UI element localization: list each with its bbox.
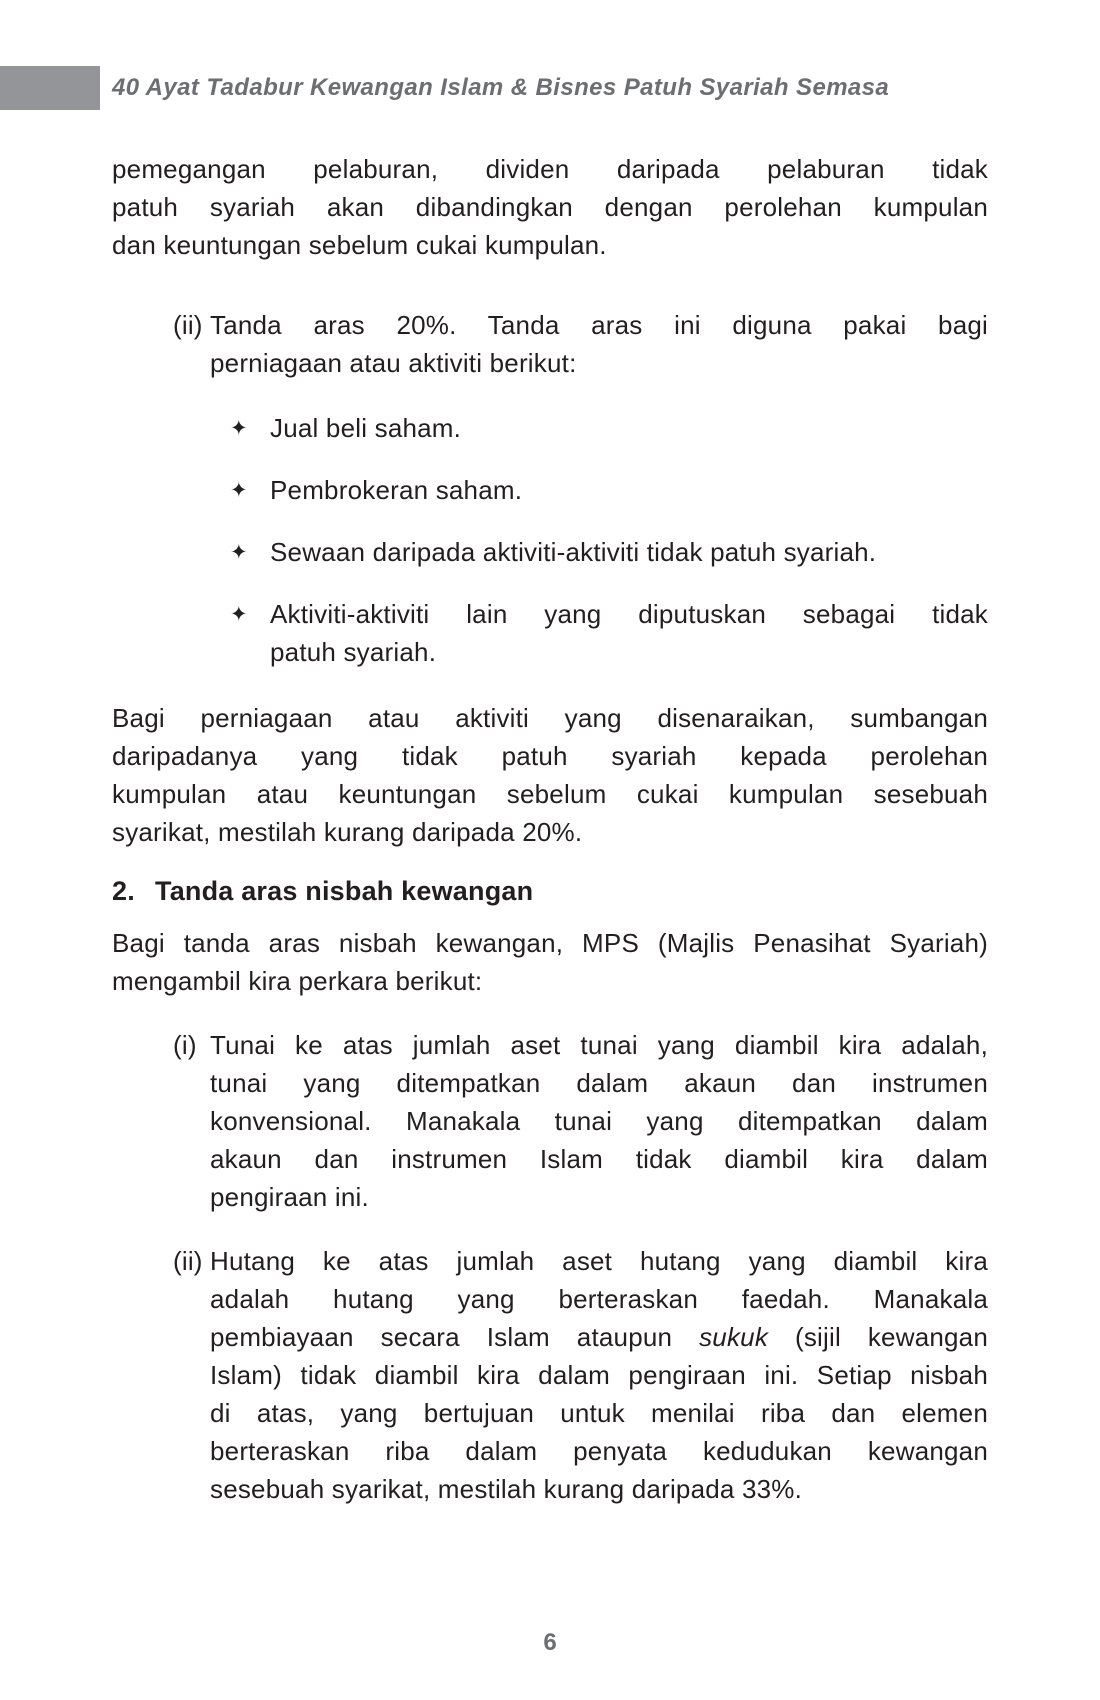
body-paragraph-mps [112, 924, 988, 1000]
text-line: berteraskan riba dalam penyata kedudukan kewangan [210, 1436, 988, 1466]
numbered-item-text [210, 1026, 988, 1216]
four-pointed-star-icon: ✦ [230, 540, 248, 564]
text-line: pembiayaan secara Islam ataupun sukuk (sijil kewangan [210, 1322, 988, 1352]
text-line: dan keuntungan sebelum cukai kumpulan. [112, 230, 607, 260]
numbered-item-i-cash [112, 1026, 988, 1216]
item-marker: (i) [173, 1030, 197, 1060]
page-number: 6 [543, 1629, 557, 1656]
text-line: Hutang ke atas jumlah aset hutang yang diambil kira [210, 1246, 988, 1276]
text-line: Pembrokeran saham. [270, 475, 523, 505]
numbered-item-text [210, 306, 988, 382]
page-footer [0, 1628, 1100, 1658]
text-line: syarikat, mestilah kurang daripada 20%. [112, 817, 583, 847]
bullet-list-activities [112, 409, 988, 671]
section-heading [112, 872, 988, 910]
body-paragraph-contribution [112, 699, 988, 851]
text-line: pengiraan ini. [210, 1182, 369, 1212]
text-line: adalah hutang yang berteraskan faedah. Manakala [210, 1284, 988, 1314]
bullet-item [112, 533, 988, 571]
text-line: Bagi tanda aras nisbah kewangan, MPS (Majlis Penasihat Syariah) [112, 928, 988, 958]
bullet-item [112, 471, 988, 509]
bullet-item [112, 595, 988, 671]
numbered-item-ii-benchmark [112, 306, 988, 382]
text-line: Sewaan daripada aktiviti-aktiviti tidak patuh syariah. [270, 537, 877, 567]
text-line: Aktiviti-aktiviti lain yang diputuskan sebagai tidak [270, 599, 988, 629]
text-line: perniagaan atau aktiviti berikut: [210, 348, 577, 378]
bullet-item [112, 409, 988, 447]
text-line: Tanda aras 20%. Tanda aras ini diguna pakai bagi [210, 310, 988, 340]
header-accent-bar [0, 66, 100, 110]
text-line: daripadanya yang tidak patuh syariah kepada perolehan [112, 741, 988, 771]
four-pointed-star-icon: ✦ [230, 478, 248, 502]
running-header-title: 40 Ayat Tadabur Kewangan Islam & Bisnes Patuh Syariah Semasa [112, 74, 890, 101]
text-line: konvensional. Manakala tunai yang ditempatkan dalam [210, 1106, 988, 1136]
text-line: patuh syariah. [270, 637, 437, 667]
four-pointed-star-icon: ✦ [230, 602, 248, 626]
text-line: kumpulan atau keuntungan sebelum cukai kumpulan sesebuah [112, 779, 988, 809]
text-line: sesebuah syarikat, mestilah kurang daripada 33%. [210, 1474, 803, 1504]
numbered-item-text [210, 1242, 988, 1508]
body-paragraph-intro [112, 150, 988, 264]
text-line: Bagi perniagaan atau aktiviti yang disenaraikan, sumbangan [112, 703, 988, 733]
numbered-item-ii-debt [112, 1242, 988, 1508]
text-line: Jual beli saham. [270, 413, 462, 443]
page-content [112, 0, 988, 1508]
section-number: 2. [112, 876, 135, 906]
item-marker: (ii) [173, 310, 203, 340]
text-line: Tunai ke atas jumlah aset tunai yang diambil kira adalah, [210, 1030, 988, 1060]
text-line: di atas, yang bertujuan untuk menilai riba dan elemen [210, 1398, 988, 1428]
four-pointed-star-icon: ✦ [230, 416, 248, 440]
text-line: pemegangan pelaburan, dividen daripada pelaburan tidak [112, 154, 988, 184]
section-title: Tanda aras nisbah kewangan [155, 876, 534, 906]
text-line: mengambil kira perkara berikut: [112, 966, 483, 996]
text-line: patuh syariah akan dibandingkan dengan perolehan kumpulan [112, 192, 988, 222]
text-line: Islam) tidak diambil kira dalam pengiraan ini. Setiap nisbah [210, 1360, 988, 1390]
text-line: akaun dan instrumen Islam tidak diambil kira dalam [210, 1144, 988, 1174]
item-marker: (ii) [173, 1246, 203, 1276]
text-line: tunai yang ditempatkan dalam akaun dan instrumen [210, 1068, 988, 1098]
